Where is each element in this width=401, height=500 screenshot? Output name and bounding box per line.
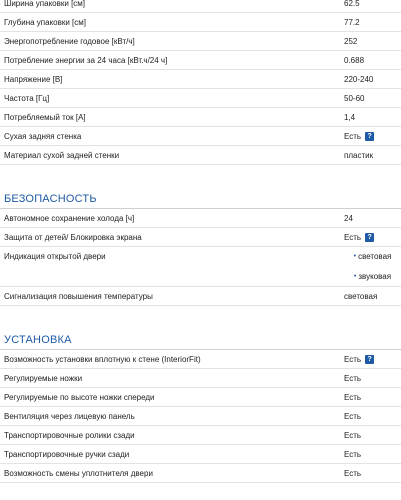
spec-row [0, 32, 401, 51]
section-title-install: УСТАНОВКА [0, 330, 401, 350]
spec-label: Транспортировочные ручки сзади [4, 449, 130, 459]
spec-label: Регулируемые ножки [4, 373, 83, 383]
spec-row [0, 407, 401, 426]
spec-row [0, 146, 401, 165]
spec-label: Возможность установки вплотную к стене (InteriorFit) [4, 354, 201, 364]
spec-label: Напряжение [В] [4, 74, 63, 84]
spec-value-cell [344, 18, 401, 27]
spec-value: 77.2 [344, 17, 360, 27]
spec-value-cell [344, 37, 401, 46]
spec-value-cell [344, 113, 401, 122]
spec-value-cell [344, 0, 401, 8]
section-gap [0, 306, 401, 330]
spec-value: Есть [344, 392, 362, 402]
spec-row [0, 127, 401, 146]
spec-value: 252 [344, 36, 358, 46]
spec-label: Частота [Гц] [4, 93, 50, 103]
install-specs [0, 350, 401, 483]
spec-label: Ширина упаковки [см] [4, 0, 86, 8]
spec-value: 0.688 [344, 55, 365, 65]
spec-row [0, 426, 401, 445]
spec-value-cell [344, 374, 401, 383]
spec-value-list [344, 252, 401, 281]
spec-label: Транспортировочные ролики сзади [4, 430, 135, 440]
spec-value-cell [344, 214, 401, 223]
spec-value: Есть [344, 373, 362, 383]
section-gap [0, 165, 401, 189]
spec-row [0, 369, 401, 388]
spec-value: звуковая [358, 272, 392, 281]
spec-value-cell [344, 292, 401, 301]
bullet-icon: • [353, 253, 357, 260]
spec-value-cell [344, 393, 401, 402]
spec-label: Энергопотребление годовое [кВт/ч] [4, 36, 135, 46]
spec-value: световая [358, 252, 392, 261]
spec-value-cell [344, 75, 401, 84]
spec-value: 50-60 [344, 93, 365, 103]
safety-specs [0, 209, 401, 247]
spec-value-cell [344, 355, 401, 364]
spec-value: 62.5 [344, 0, 360, 8]
spec-value: Есть [344, 430, 362, 440]
spec-row [0, 89, 401, 108]
spec-value: Есть [344, 411, 362, 421]
spec-value: Есть [344, 131, 362, 141]
spec-value: Есть [344, 468, 362, 478]
spec-value-cell [344, 56, 401, 65]
help-icon[interactable]: ? [365, 233, 374, 242]
spec-value-cell [344, 151, 401, 160]
spec-label: Вентиляция через лицевую панель [4, 411, 135, 421]
help-icon[interactable]: ? [365, 355, 374, 364]
spec-row [0, 228, 401, 247]
spec-value-cell [344, 469, 401, 478]
spec-value: 220-240 [344, 74, 374, 84]
spec-value: пластик [344, 150, 374, 160]
spec-value-cell [344, 431, 401, 440]
spec-label: Автономное сохранение холода [ч] [4, 213, 135, 223]
spec-label: Материал сухой задней стенки [4, 150, 120, 160]
safety-specs-after [0, 287, 401, 306]
spec-row-door-indication [0, 247, 401, 287]
door-indication-light [354, 252, 392, 261]
spec-value: Есть [344, 232, 362, 242]
spec-row [0, 0, 401, 13]
spec-value: световая [344, 291, 378, 301]
spec-label: Возможность смены уплотнителя двери [4, 468, 153, 478]
spec-label: Потребление энергии за 24 часа [кВт.ч/24 ч] [4, 55, 168, 65]
spec-row [0, 108, 401, 127]
spec-value: 1,4 [344, 112, 356, 122]
spec-row [0, 70, 401, 89]
spec-row [0, 287, 401, 306]
spec-value-cell [344, 412, 401, 421]
spec-row [0, 464, 401, 483]
spec-label: Защита от детей/ Блокировка экрана [4, 232, 142, 242]
spec-label: Сигнализация повышения температуры [4, 291, 153, 301]
spec-value-cell [344, 233, 401, 242]
section-title-safety: БЕЗОПАСНОСТЬ [0, 189, 401, 209]
spec-row [0, 388, 401, 407]
spec-row [0, 209, 401, 228]
bullet-icon: • [353, 273, 357, 280]
spec-value: Есть [344, 354, 362, 364]
spec-value-cell [344, 94, 401, 103]
general-specs [0, 0, 401, 165]
spec-label: Сухая задняя стенка [4, 131, 82, 141]
door-indication-sound [354, 272, 391, 281]
spec-value: Есть [344, 449, 362, 459]
spec-label: Регулируемые по высоте ножки спереди [4, 392, 155, 402]
spec-row [0, 51, 401, 70]
spec-row [0, 350, 401, 369]
spec-row [0, 445, 401, 464]
spec-label: Индикация открытой двери [4, 252, 106, 261]
spec-row [0, 13, 401, 32]
spec-value: 24 [344, 213, 353, 223]
spec-label: Глубина упаковки [см] [4, 17, 86, 27]
spec-label: Потребляемый ток [А] [4, 112, 86, 122]
spec-value-cell [344, 132, 401, 141]
help-icon[interactable]: ? [365, 132, 374, 141]
spec-value-cell [344, 450, 401, 459]
